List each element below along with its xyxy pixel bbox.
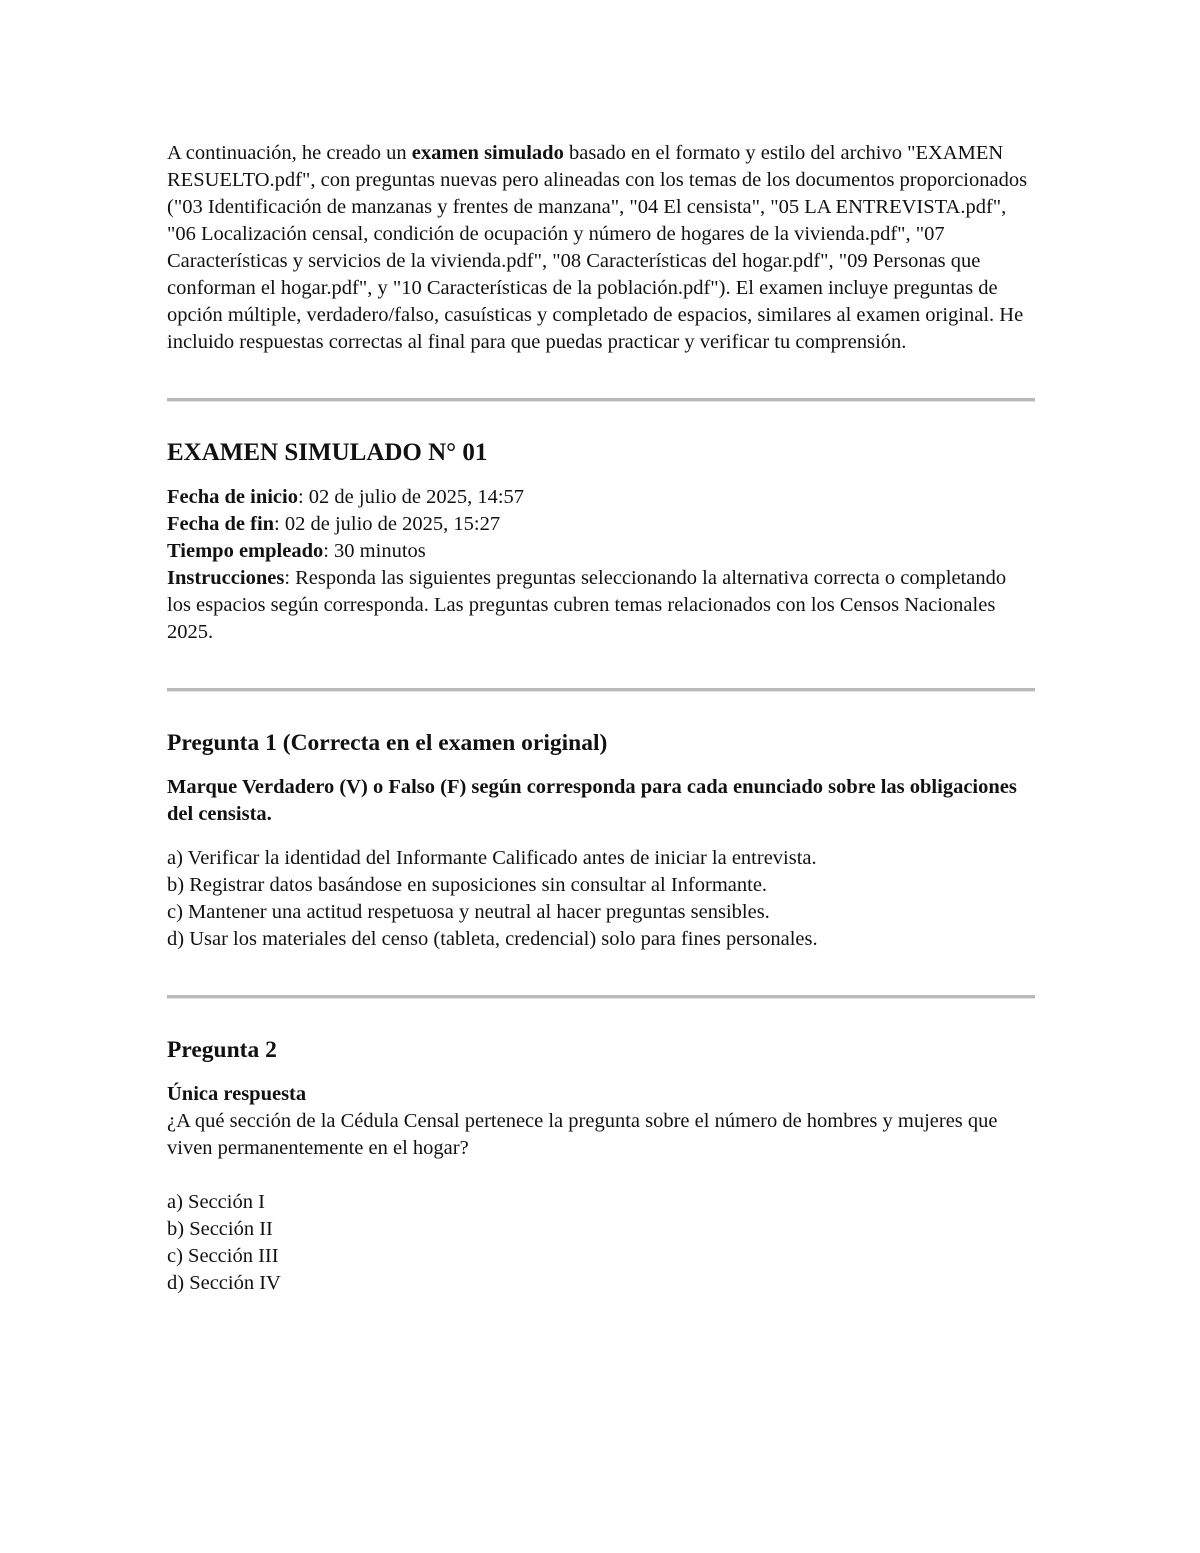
instructions-line bbox=[167, 565, 1035, 646]
intro-text-start: A continuación, he creado un bbox=[167, 142, 412, 164]
start-date-label: Fecha de inicio bbox=[167, 486, 298, 508]
time-used-line bbox=[167, 538, 1035, 565]
end-date-value: : 02 de julio de 2025, 15:27 bbox=[274, 513, 501, 535]
start-date-value: : 02 de julio de 2025, 14:57 bbox=[297, 486, 525, 508]
start-date-line bbox=[167, 484, 1035, 511]
question-2-title: Pregunta 2 bbox=[167, 1037, 277, 1063]
instructions-value: : Responda las siguientes preguntas seleccionando la alternativa correcta o completando los espacios según corresponda. Las preguntas cubren temas relacionados con los Censos Nacionales 2025. bbox=[167, 567, 1007, 643]
question-2-option-a: a) Sección I bbox=[167, 1191, 265, 1213]
time-used-value: : 30 minutos bbox=[323, 540, 426, 562]
intro-paragraph bbox=[167, 140, 1035, 356]
question-1-prompt: Marque Verdadero (V) o Falso (F) según corresponda para cada enunciado sobre las obligaciones del censista. bbox=[167, 776, 1017, 825]
intro-text-end: basado en el formato y estilo del archivo "EXAMEN RESUELTO.pdf", con preguntas nuevas pero alineadas con los temas de los documentos proporcionados ("03 Identificación de manzanas y frentes de manzana", "04 El censista", "05 LA ENTREVISTA.pdf", "06 Localización censal, condición de ocupación y número de hogares de la vivienda.pdf", "07 Características y servicios de la vivienda.pdf", "08 Características del hogar.pdf", "09 Personas que conforman el hogar.pdf", y "10 Características de la población.pdf"). El examen incluye preguntas de opción múltiple, verdadero/falso, casuísticas y completado de espacios, similares al examen original. He incluido respuestas correctas al final para que puedas practicar y verificar tu comprensión. bbox=[167, 142, 1028, 353]
document-page bbox=[167, 140, 1035, 1297]
question-1-option-a: a) Verificar la identidad del Informante Calificado antes de iniciar la entrevista. bbox=[167, 847, 817, 869]
question-2-option-d: d) Sección IV bbox=[167, 1272, 281, 1294]
question-2-type: Única respuesta bbox=[167, 1083, 307, 1105]
question-1-option-d: d) Usar los materiales del censo (tableta, credencial) solo para fines personales. bbox=[167, 928, 818, 950]
question-1-option-c: c) Mantener una actitud respetuosa y neutral al hacer preguntas sensibles. bbox=[167, 901, 770, 923]
question-2-prompt: ¿A qué sección de la Cédula Censal pertenece la pregunta sobre el número de hombres y mujeres que viven permanentemente en el hogar? bbox=[167, 1110, 998, 1159]
question-2-options bbox=[167, 1189, 1035, 1297]
time-used-label: Tiempo empleado bbox=[167, 540, 324, 562]
question-1-options bbox=[167, 845, 1035, 953]
instructions-label: Instrucciones bbox=[167, 567, 285, 589]
question-1-title: Pregunta 1 (Correcta en el examen original) bbox=[167, 730, 608, 756]
end-date-label: Fecha de fin bbox=[167, 513, 275, 535]
question-2-option-b: b) Sección II bbox=[167, 1218, 273, 1240]
question-2-option-c: c) Sección III bbox=[167, 1245, 279, 1267]
question-1-option-b: b) Registrar datos basándose en suposiciones sin consultar al Informante. bbox=[167, 874, 768, 896]
intro-bold-text: examen simulado bbox=[411, 142, 564, 164]
end-date-line bbox=[167, 511, 1035, 538]
exam-title: EXAMEN SIMULADO N° 01 bbox=[167, 439, 488, 466]
